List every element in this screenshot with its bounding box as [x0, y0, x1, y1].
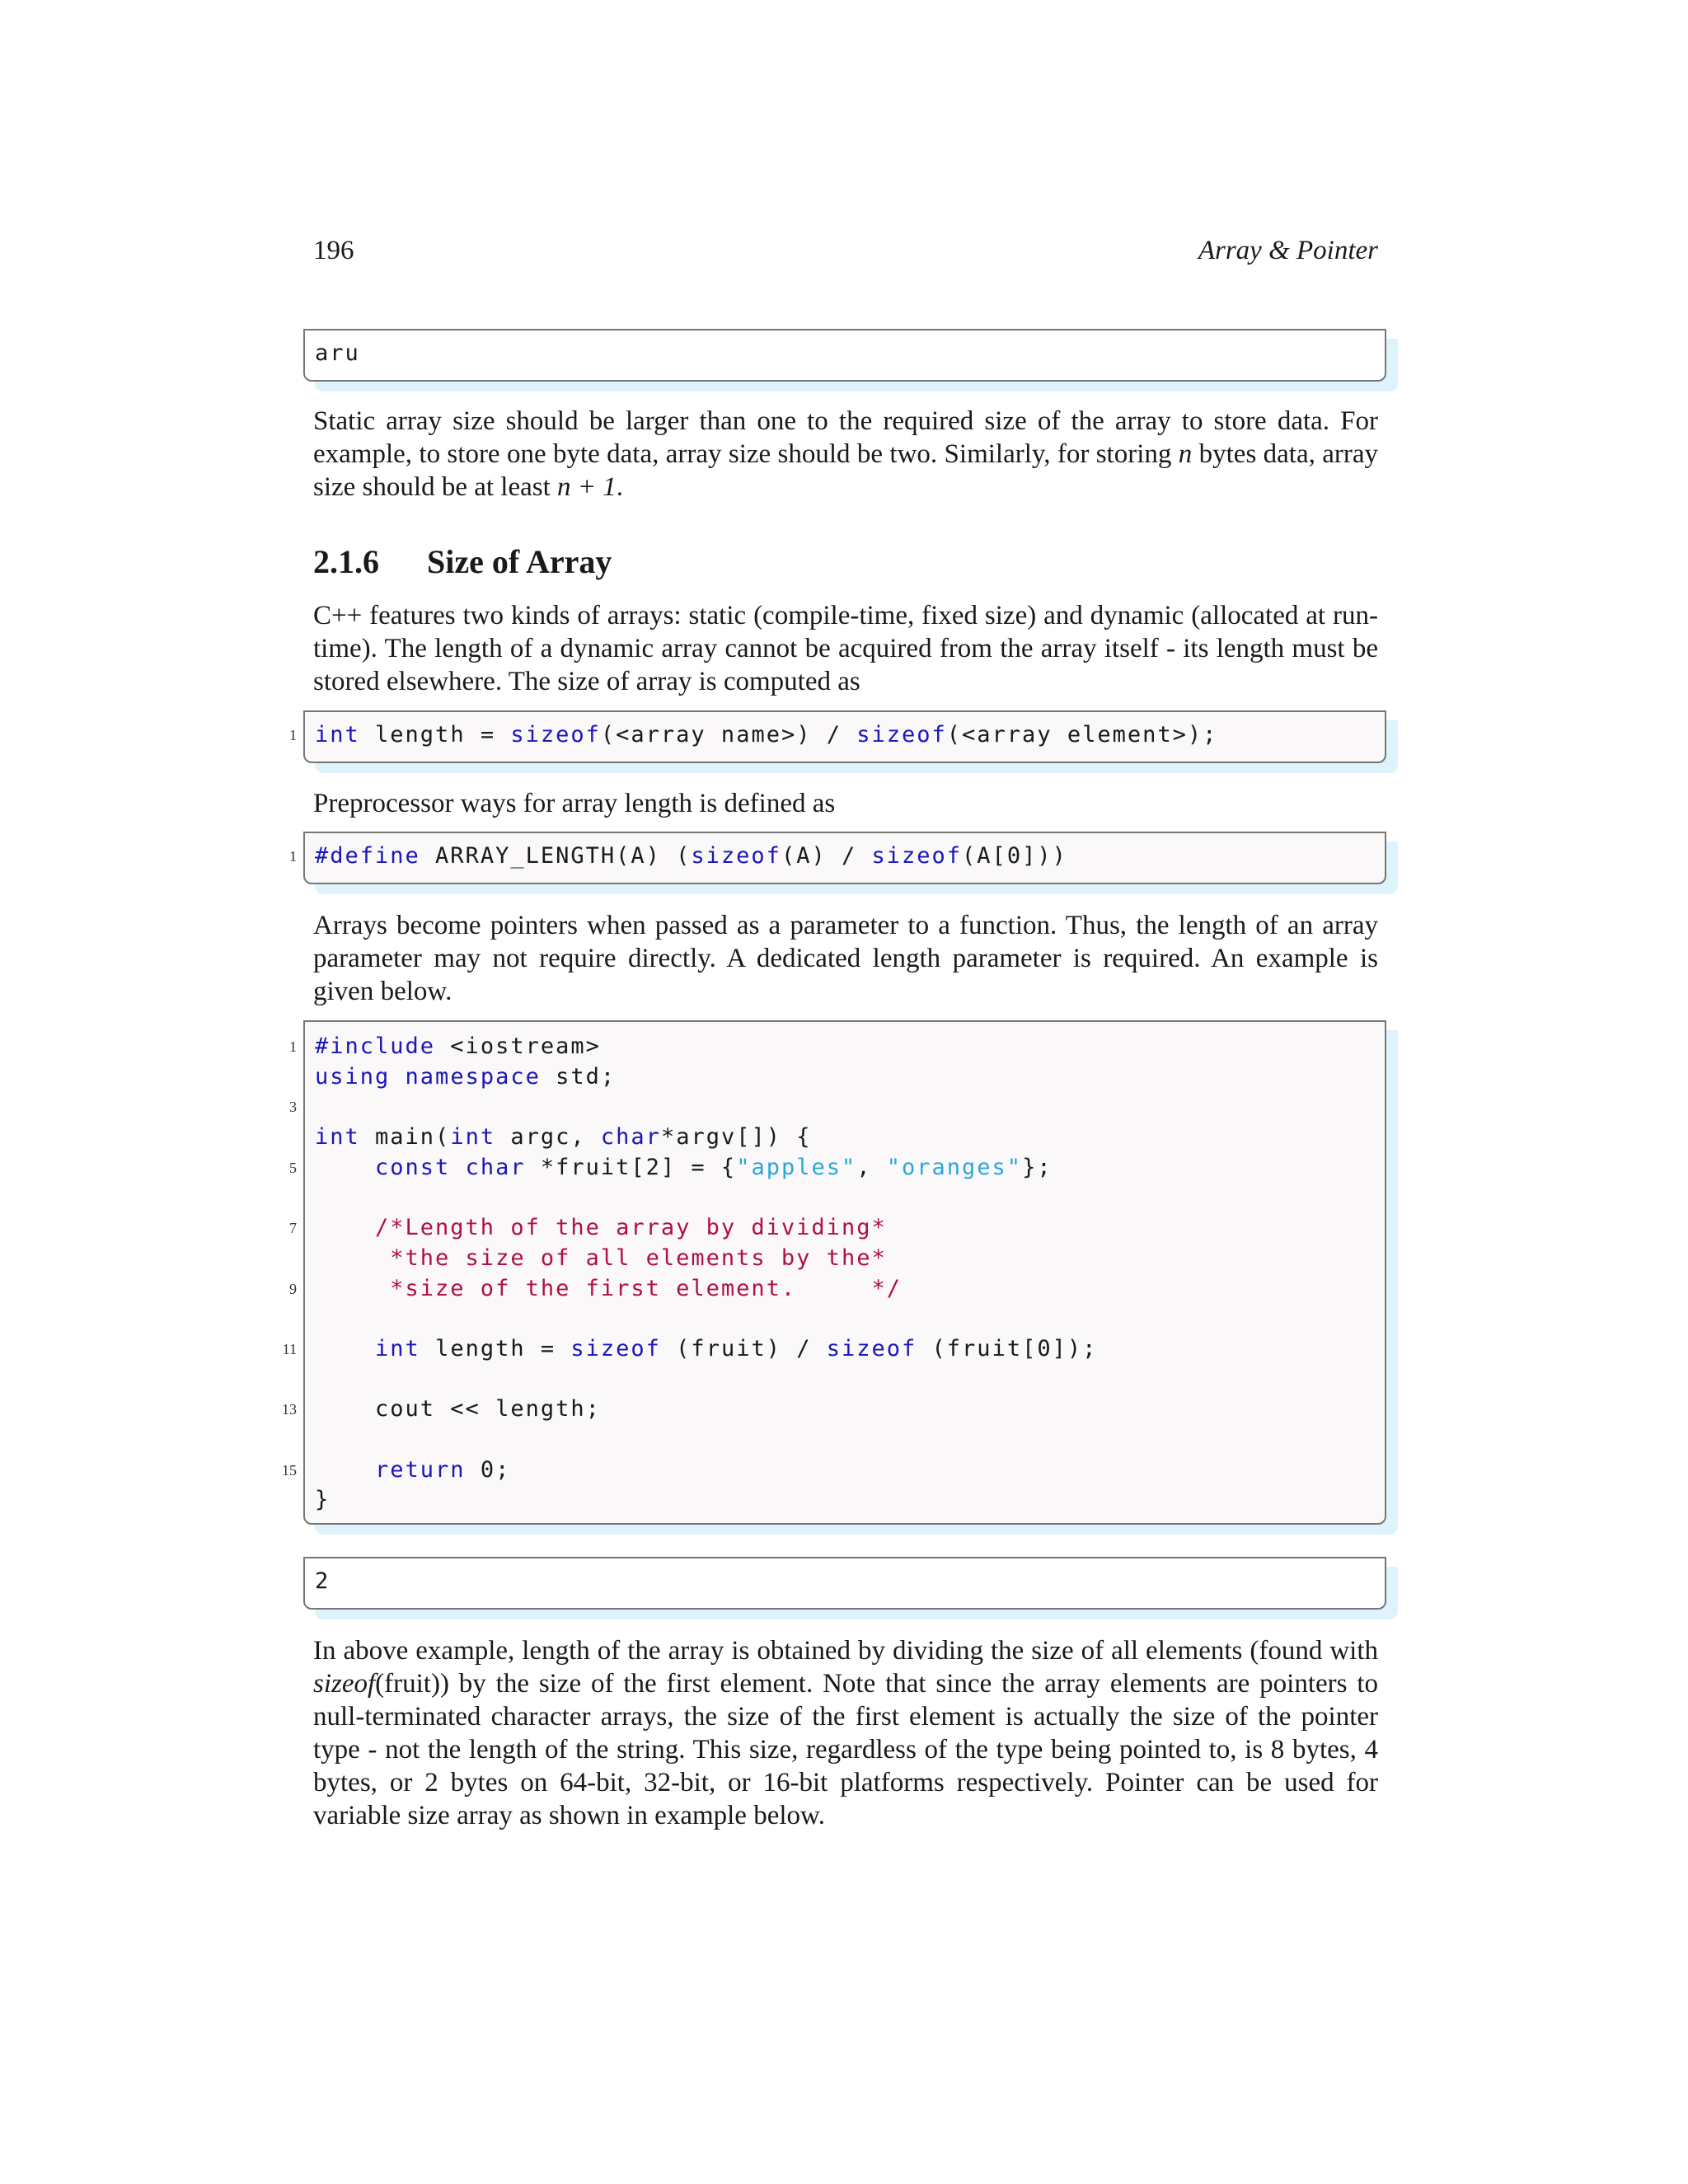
code-line: 13 cout << length;	[305, 1394, 1385, 1425]
code-line: 9 *size of the first element. */	[305, 1274, 1385, 1305]
code-line	[305, 1304, 1385, 1334]
code-line: 1 #define ARRAY_LENGTH(A) (sizeof(A) / sizeof(A[0]))	[305, 841, 1385, 872]
line-number: 5	[289, 1159, 297, 1176]
code-line: 1 int length = sizeof(<array name>) / sizeof(<array element>);	[305, 720, 1385, 751]
paragraph: Preprocessor ways for array length is defined as	[313, 789, 836, 818]
math-expression: n + 1	[557, 472, 617, 502]
section-number: 2.1.6	[313, 543, 379, 580]
math-variable: n	[1178, 439, 1193, 469]
italic-term: sizeof	[313, 1669, 376, 1699]
line-number: 13	[282, 1401, 297, 1418]
output-box	[303, 1557, 1386, 1610]
code-listing	[282, 1020, 1386, 1525]
code-line	[305, 1183, 1385, 1213]
line-number: 11	[282, 1340, 297, 1357]
paragraph: Arrays become pointers when passed as a parameter to a function. Thus, the length of an array parameter may not require directly. A dedicated length parameter is required. An example is given below.	[313, 911, 1378, 1006]
code-line: int main(int argc, char*argv[]) {	[315, 1124, 812, 1151]
code-line: using namespace std;	[315, 1063, 617, 1090]
paragraph: Static array size should be larger than one to the required size of the array to store data. For example, to store one byte data, array size should be two. Similarly, for storing n bytes data, array size should be at least n + 1.	[313, 406, 1379, 502]
code-line: *the size of all elements by the*	[315, 1244, 887, 1271]
section-title: Size of Array	[427, 543, 612, 580]
output-line: aru	[315, 340, 360, 366]
paragraph: C++ features two kinds of arrays: static (compile-time, fixed size) and dynamic (allocated at run-time). The length of a dynamic array cannot be acquired from the array itself - its length must be stored elsewhere. The size of array is computed as	[313, 601, 1378, 696]
paragraph: In above example, length of the array is obtained by dividing the size of all elements (found with sizeof(fruit)) by the size of the first element. Note that since the array elements are pointers to null-terminated character arrays, the size of the first element is actually the size of the pointer type - not the length of the string. This size, regardless of the type being pointed to, is 8 bytes, 4 bytes, or 2 bytes on 64-bit, 32-bit, or 16-bit platforms respectively. Pointer can be used for variable size array as shown in example below.	[313, 1636, 1378, 1830]
code-line	[289, 1092, 1385, 1122]
code-line: }	[315, 1487, 331, 1513]
code-line	[305, 1365, 1385, 1395]
code-line	[305, 1425, 1385, 1455]
page-header	[313, 236, 1378, 272]
code-line: 1 #include <iostream>	[305, 1032, 1385, 1062]
line-number: 7	[289, 1220, 297, 1237]
code-listing	[289, 710, 1386, 763]
code-line: 11 int length = sizeof (fruit) / sizeof (fruit[0]);	[305, 1334, 1385, 1365]
code-listing	[289, 832, 1386, 884]
line-number: 15	[282, 1461, 297, 1479]
page-number: 196	[313, 236, 354, 265]
line-number: 3	[289, 1099, 297, 1116]
line-number: 1	[289, 727, 297, 743]
running-title: Array & Pointer	[1198, 236, 1378, 265]
section-heading	[313, 542, 612, 581]
code-line: 5 const char *fruit[2] = {"apples", "oranges"};	[305, 1153, 1385, 1183]
code-line: 7 /*Length of the array by dividing*	[305, 1213, 1385, 1244]
line-number: 1	[289, 1038, 297, 1055]
line-number: 1	[289, 848, 297, 865]
line-number: 9	[289, 1280, 297, 1297]
output-line: 2	[315, 1568, 331, 1594]
code-line: 15 return 0;	[305, 1455, 1385, 1486]
output-box	[303, 329, 1386, 382]
